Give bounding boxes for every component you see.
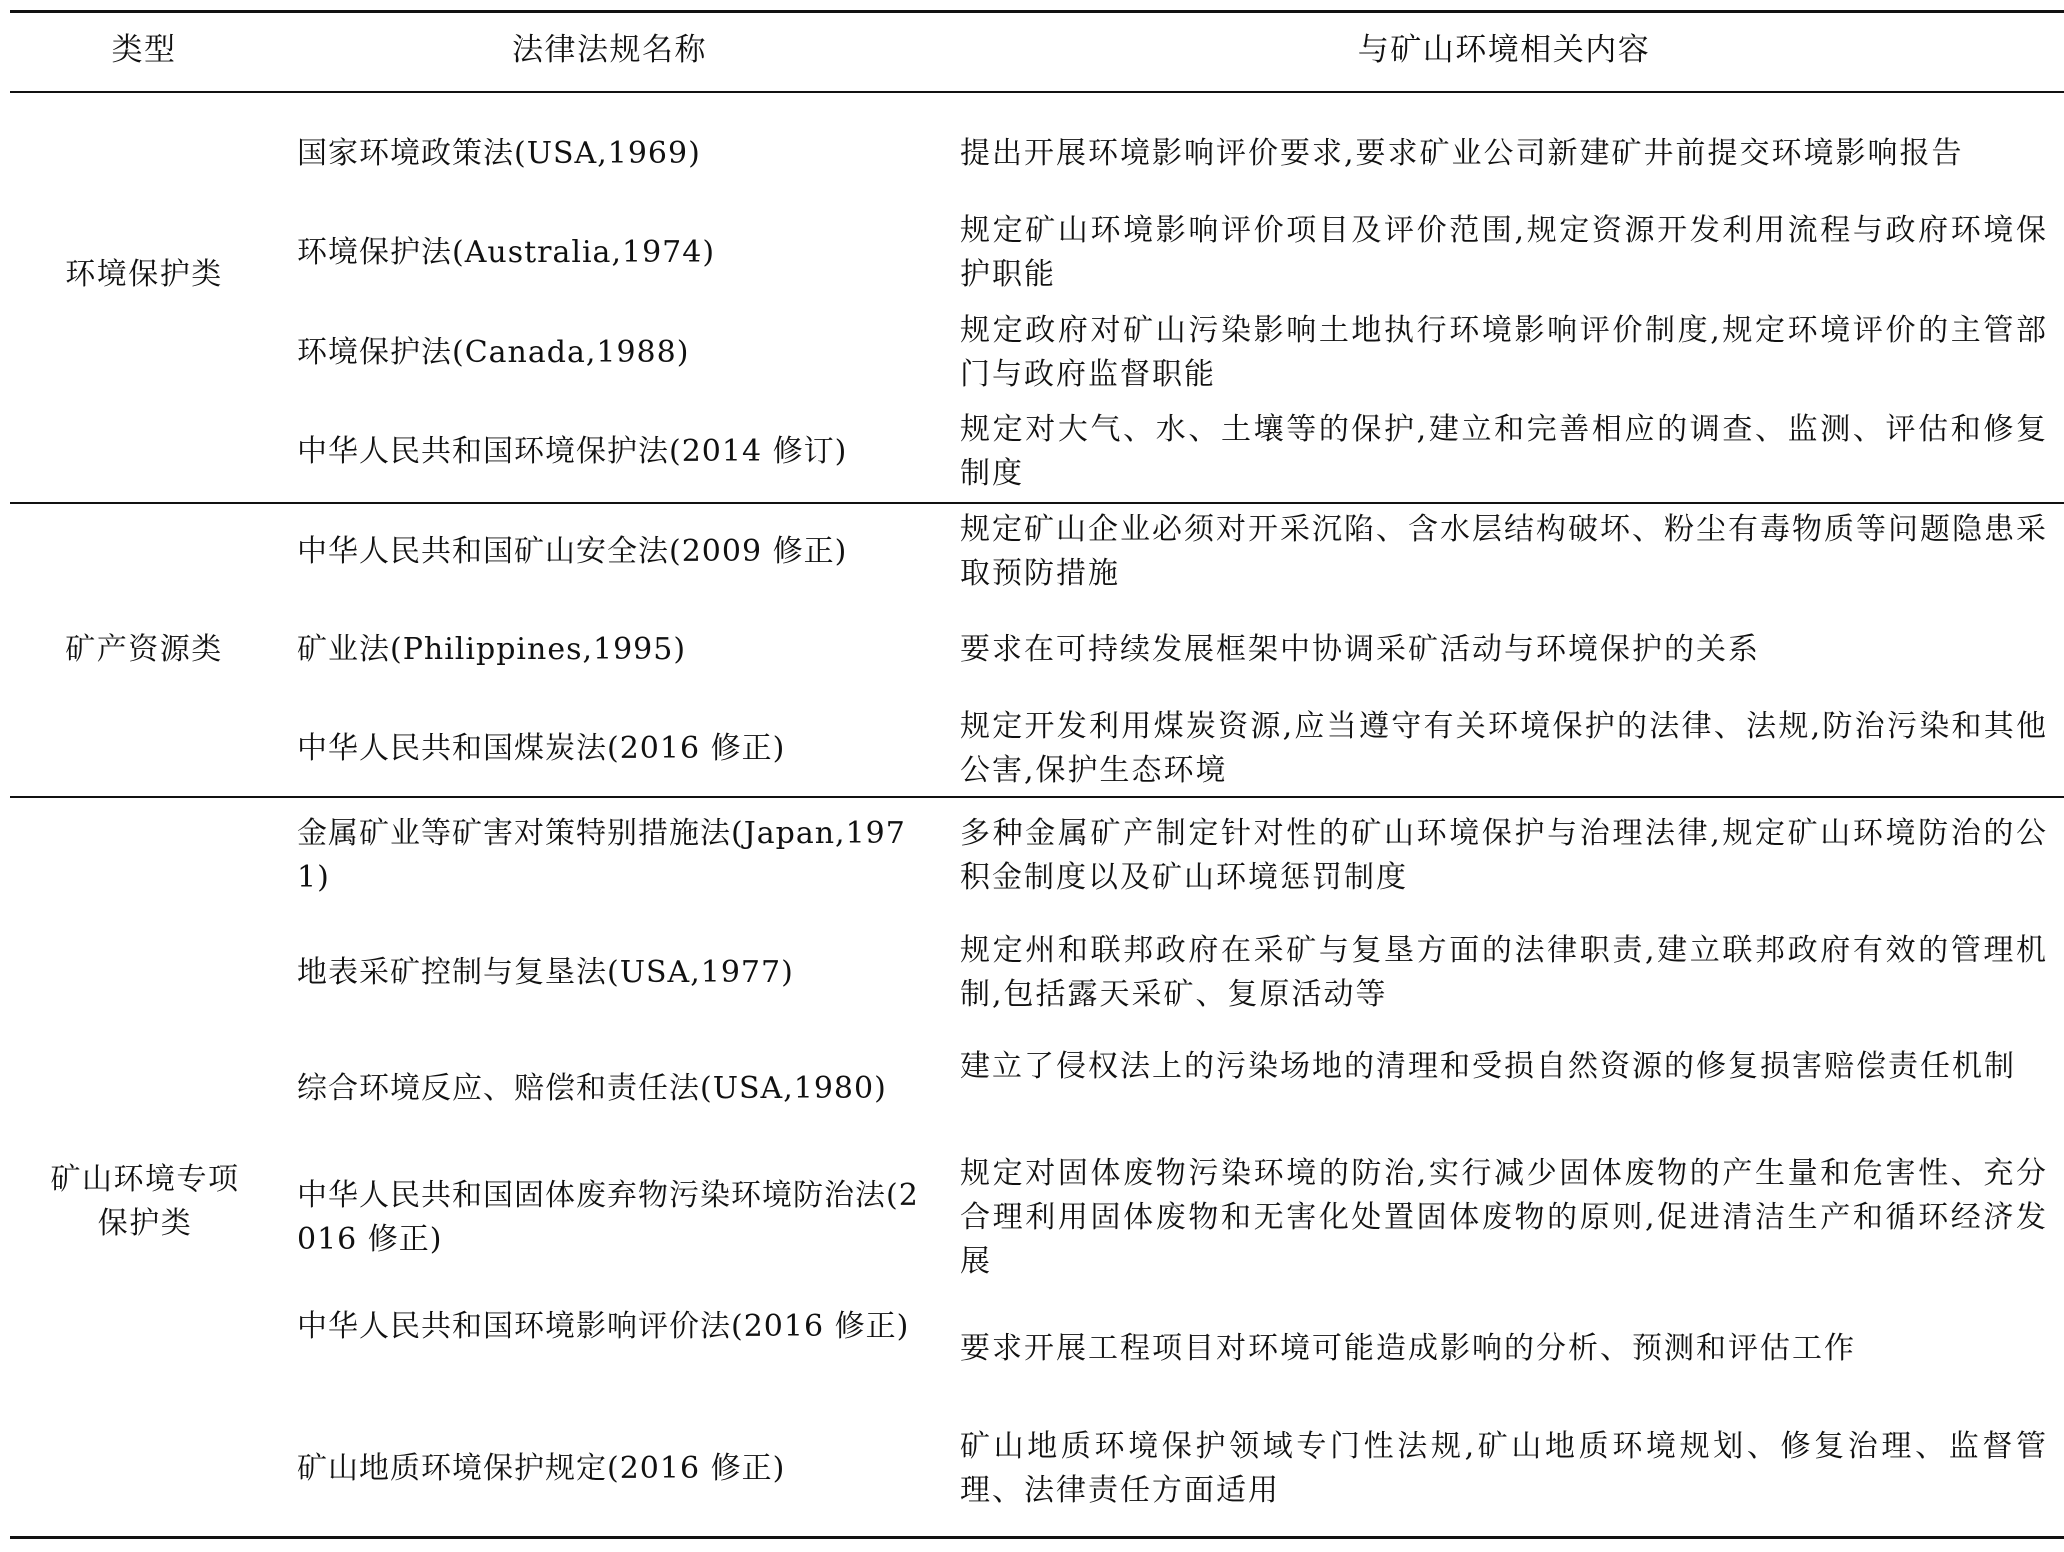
law-name-cell: 中华人民共和国环境影响评价法(2016 修正) (297, 1309, 910, 1344)
law-content-cell: 要求开展工程项目对环境可能造成影响的分析、预测和评估工作 (960, 1331, 1856, 1366)
law-name-cell: 中华人民共和国固体废弃物污染环境防治法(2016 修正) (297, 1178, 919, 1257)
law-name-cell: 环境保护法(Canada,1988) (297, 335, 690, 370)
law-content-cell: 规定政府对矿山污染影响土地执行环境影响评价制度,规定环境评价的主管部门与政府监督职能 (960, 313, 2048, 392)
type-cell: 环境保护类 (65, 257, 223, 292)
group-separator (10, 502, 2064, 504)
type-cell: 矿产资源类 (65, 632, 223, 667)
header-related-content: 与矿山环境相关内容 (1357, 32, 1651, 68)
table-header-rule (10, 91, 2064, 93)
table-top-rule (10, 10, 2064, 13)
law-name-cell: 矿业法(Philippines,1995) (297, 632, 687, 667)
law-content-cell: 矿山地质环境保护领域专门性法规,矿山地质环境规划、修复治理、监督管理、法律责任方面适用 (960, 1429, 2048, 1508)
law-content-cell: 规定对大气、水、土壤等的保护,建立和完善相应的调查、监测、评估和修复制度 (960, 412, 2048, 491)
law-content-cell: 建立了侵权法上的污染场地的清理和受损自然资源的修复损害赔偿责任机制 (960, 1049, 2016, 1084)
law-name-cell: 矿山地质环境保护规定(2016 修正) (297, 1451, 786, 1486)
law-name-cell: 地表采矿控制与复垦法(USA,1977) (297, 955, 794, 990)
law-content-cell: 多种金属矿产制定针对性的矿山环境保护与治理法律,规定矿山环境防治的公积金制度以及矿山环境惩罚制度 (960, 816, 2048, 895)
law-content-cell: 规定矿山企业必须对开采沉陷、含水层结构破坏、粉尘有毒物质等问题隐患采取预防措施 (960, 512, 2048, 591)
law-content-cell: 规定开发利用煤炭资源,应当遵守有关环境保护的法律、法规,防治污染和其他公害,保护生态环境 (960, 709, 2048, 788)
law-content-cell: 规定对固体废物污染环境的防治,实行减少固体废物的产生量和危害性、充分合理利用固体废物和无害化处置固体废物的原则,促进清洁生产和循环经济发展 (960, 1156, 2048, 1279)
law-name-cell: 中华人民共和国煤炭法(2016 修正) (297, 731, 786, 766)
law-content-cell: 要求在可持续发展框架中协调采矿活动与环境保护的关系 (960, 632, 1760, 667)
law-name-cell: 金属矿业等矿害对策特别措施法(Japan,1971) (297, 816, 906, 895)
law-name-cell: 中华人民共和国环境保护法(2014 修订) (297, 434, 848, 469)
law-name-cell: 环境保护法(Australia,1974) (297, 235, 716, 270)
table-bottom-rule (10, 1536, 2064, 1539)
law-content-cell: 规定矿山环境影响评价项目及评价范围,规定资源开发利用流程与政府环境保护职能 (960, 213, 2048, 292)
law-name-cell: 国家环境政策法(USA,1969) (297, 136, 701, 171)
type-cell: 矿山环境专项保护类 (50, 1162, 240, 1241)
law-content-cell: 提出开展环境影响评价要求,要求矿业公司新建矿井前提交环境影响报告 (960, 136, 1964, 171)
law-content-cell: 规定州和联邦政府在采矿与复垦方面的法律职责,建立联邦政府有效的管理机制,包括露天采矿、复原活动等 (960, 933, 2048, 1012)
group-separator (10, 796, 2064, 798)
law-name-cell: 中华人民共和国矿山安全法(2009 修正) (297, 534, 848, 569)
law-name-cell: 综合环境反应、赔偿和责任法(USA,1980) (297, 1071, 887, 1106)
header-law-name: 法律法规名称 (512, 32, 707, 68)
header-type: 类型 (111, 32, 177, 68)
